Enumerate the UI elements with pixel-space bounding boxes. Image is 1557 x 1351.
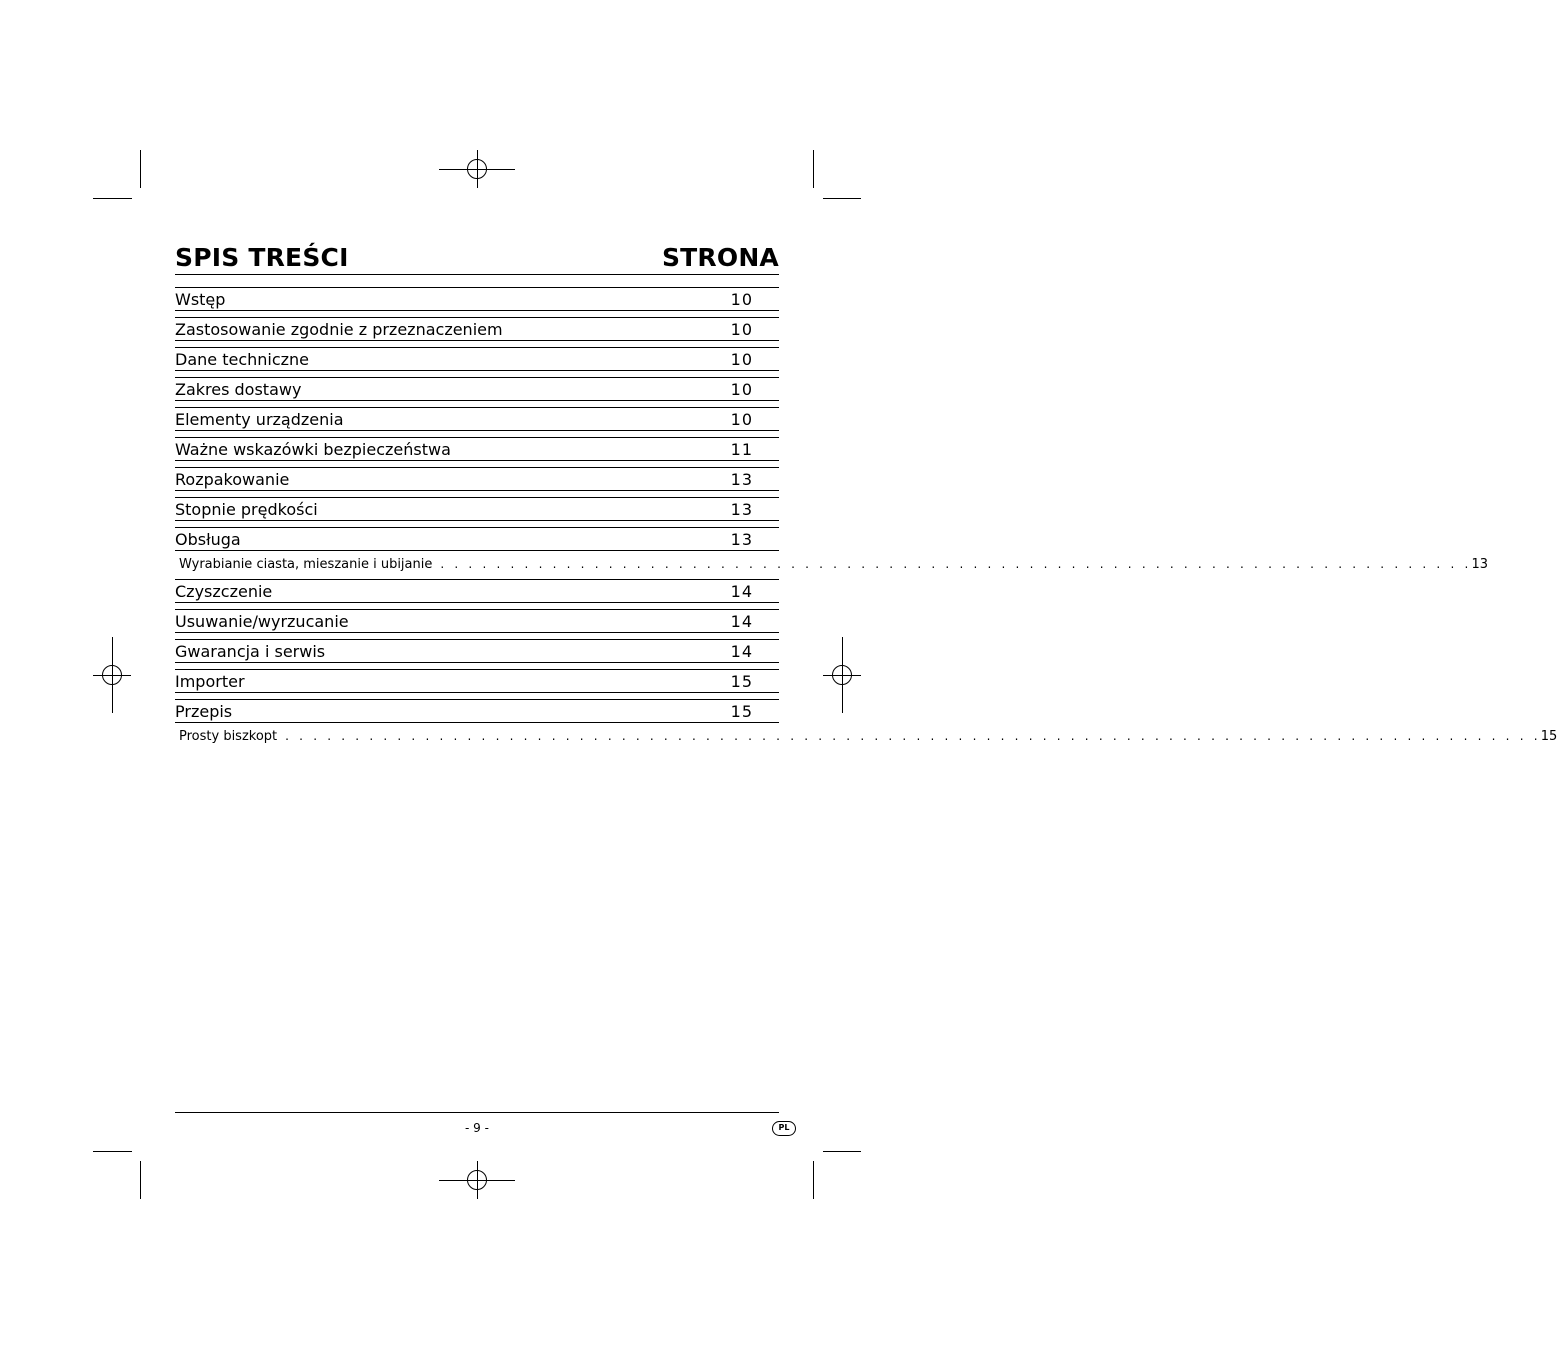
toc-entry-importer[interactable] — [175, 669, 779, 693]
footer-divider — [175, 1112, 779, 1113]
toc-entry-label: Obsługa — [175, 530, 241, 549]
toc-entry-label: Stopnie prędkości — [175, 500, 318, 519]
language-badge: PL — [772, 1121, 796, 1136]
toc-entry-label: Zakres dostawy — [175, 380, 302, 399]
toc-entry-wstep[interactable] — [175, 287, 779, 311]
toc-entry-zastosowanie[interactable] — [175, 317, 779, 341]
page-column-header: STRONA — [661, 243, 779, 272]
toc-subentry-biszkopt[interactable] — [175, 725, 1557, 747]
toc-subentry-wyrabianie[interactable] — [175, 553, 1489, 575]
toc-entry-wskazowki[interactable] — [175, 437, 779, 461]
toc-entry-przepis[interactable] — [175, 699, 779, 723]
toc-header — [175, 244, 779, 275]
toc-entry-obsluga[interactable] — [175, 527, 779, 551]
toc-entry-page: 10 — [730, 320, 753, 339]
toc-title: SPIS TREŚCI — [175, 243, 349, 272]
toc-entry-page: 10 — [730, 380, 753, 399]
toc-subentry-label: Prosty biszkopt — [179, 728, 278, 744]
toc-entry-label: Ważne wskazówki bezpieczeństwa — [175, 440, 451, 459]
toc-entry-page: 15 — [730, 672, 753, 691]
toc-entry-page: 14 — [730, 582, 753, 601]
toc-entry-page: 10 — [730, 290, 753, 309]
toc-entry-page: 14 — [730, 642, 753, 661]
dot-leader: . . . . . . . . . . . . . . . . . . . . . . . . . . . . . . . . . . . . . . . . . . . . . . . . . . . . . . . . . . . . . . . . . . . . . . . . . . — [440, 557, 1472, 571]
toc-subentry-page: 15 — [1540, 728, 1557, 744]
toc-entry-page: 13 — [730, 530, 753, 549]
toc-entry-page: 14 — [730, 612, 753, 631]
toc-entry-page: 13 — [730, 470, 753, 489]
toc-entry-rozpakowanie[interactable] — [175, 467, 779, 491]
table-of-contents — [175, 287, 1557, 751]
toc-entry-elementy[interactable] — [175, 407, 779, 431]
toc-entry-label: Zastosowanie zgodnie z przeznaczeniem — [175, 320, 503, 339]
toc-entry-zakres-dostawy[interactable] — [175, 377, 779, 401]
toc-entry-gwarancja[interactable] — [175, 639, 779, 663]
toc-entry-page: 10 — [730, 350, 753, 369]
toc-entry-label: Elementy urządzenia — [175, 410, 344, 429]
toc-entry-label: Przepis — [175, 702, 233, 721]
toc-entry-label: Importer — [175, 672, 245, 691]
toc-entry-page: 10 — [730, 410, 753, 429]
page-number: - 9 - — [465, 1121, 489, 1135]
toc-subentry-label: Wyrabianie ciasta, mieszanie i ubijanie — [179, 556, 433, 572]
toc-subentry-page: 13 — [1471, 556, 1489, 572]
toc-entry-label: Wstęp — [175, 290, 226, 309]
toc-entry-czyszczenie[interactable] — [175, 579, 779, 603]
toc-entry-label: Usuwanie/wyrzucanie — [175, 612, 349, 631]
toc-entry-page: 13 — [730, 500, 753, 519]
toc-entry-label: Czyszczenie — [175, 582, 273, 601]
toc-entry-page: 11 — [730, 440, 753, 459]
toc-entry-stopnie-predkosci[interactable] — [175, 497, 779, 521]
toc-entry-usuwanie[interactable] — [175, 609, 779, 633]
toc-entry-label: Gwarancja i serwis — [175, 642, 326, 661]
dot-leader: . . . . . . . . . . . . . . . . . . . . . . . . . . . . . . . . . . . . . . . . . . . . . . . . . . . . . . . . . . . . . . . . . . . . . . . . . . . . . . . . . . . . . . . . . . — [285, 729, 1541, 743]
toc-entry-dane-techniczne[interactable] — [175, 347, 779, 371]
toc-entry-label: Dane techniczne — [175, 350, 310, 369]
toc-entry-label: Rozpakowanie — [175, 470, 290, 489]
toc-entry-page: 15 — [730, 702, 753, 721]
